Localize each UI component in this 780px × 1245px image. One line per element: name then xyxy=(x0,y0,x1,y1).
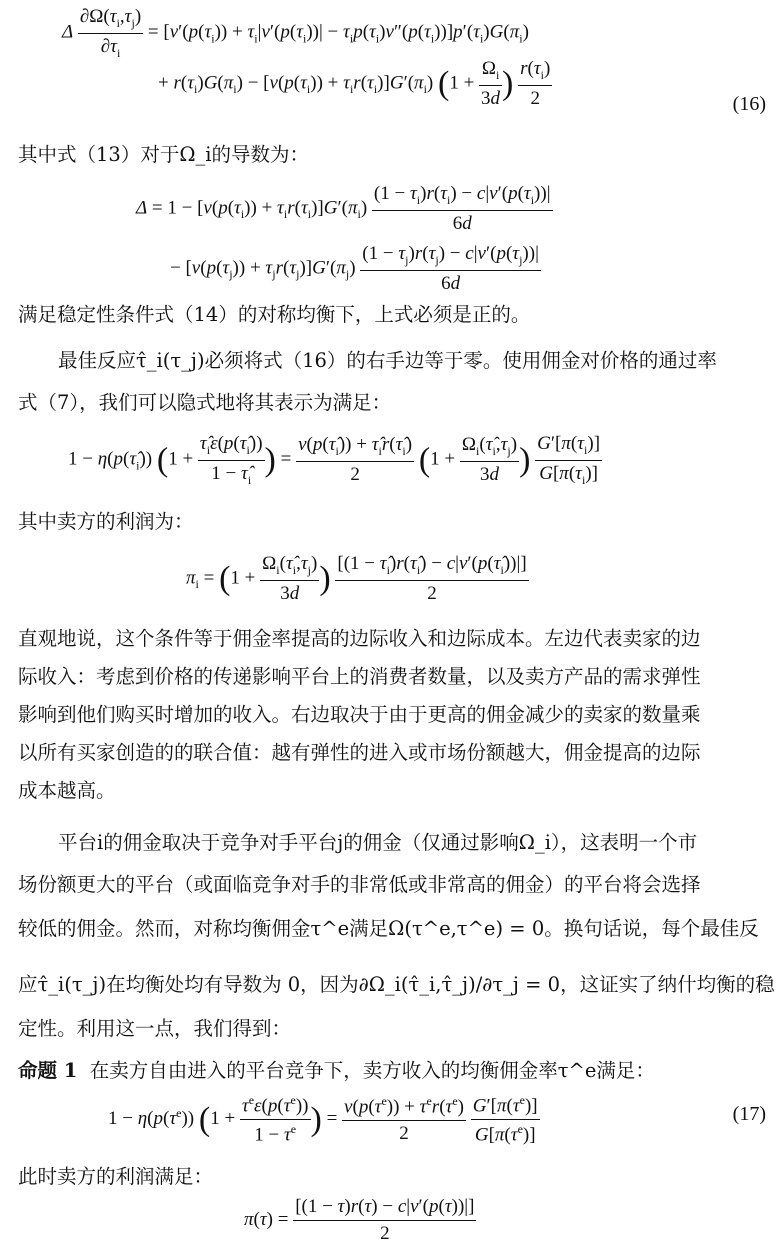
equation-best-response: $1 - \eta(p(\taû_i)) (1$ + $\frac{\taû_i\varepsilon(p(\taû_i))}{1 - \taû_i}$ ) = $\frac{v(p(\taû_i)) + \taû_ir(\taû_i)}{2}$ (1 + $\frac{\Omega_i(\taû_i,\tau_j)}{3d}$ ) $\frac{G'[\pi(\tau_i)]}{G[\pi(\tau_i)]}$ xyxy=(68,433,601,487)
equation-number-17: (17) xyxy=(732,1103,766,1125)
equation-final: π(τ) = $\frac{[(1 - \tau)r(\tau) - c|v'(p(\tau))|]}{2}$ xyxy=(244,1196,475,1244)
paragraph-seller-profit: 其中卖方的利润为： xyxy=(18,510,194,533)
equation-17: $1 - \eta(p(\tau^e)) (1$ + $\tau^e\varepsilon(p(\tau^e))$ $1 - \tau^e$ ) = $v(p(\tau^e)) + \tau^er(\tau^e)$ 2 $\frac{G'[\pi(\tau^e)]}{G[\pi(\tau^e)]}$ xyxy=(108,1093,538,1146)
equation-16-line-2: + $r(\tau_i)G(\pi_i) - [v(p(\tau_i)) + \tau_ir(\tau_i)]G'(\pi_i) (1$ + $\frac{\Omega_i}{3d}$ ) $\frac{r(\tau_i)}{2}$ xyxy=(158,58,551,109)
equation-seller-profit: $\pi_i = (1$ + $\frac{\Omega_i(\taû_i,\tau_j)}{3d}$ ) $\frac{[(1 - \taû_i)r(\taû_i) - c|v'(p(\taû_i))|]}{2}$ xyxy=(186,553,527,604)
equation-number-16: (16) xyxy=(732,93,766,115)
paragraph-best-response-1: 最佳反应τ̂_i(τ_j)必须将式（16）的右手边等于零。使用佣金对价格的通过率 xyxy=(58,349,717,372)
proposition-label: 命题 1 xyxy=(18,1059,78,1082)
paragraph-then: 此时卖方的利润满足： xyxy=(18,1165,214,1188)
paragraph-platform-4: 应τ̂_i(τ_j)在均衡处均有导数为 0，因为∂Ω_i(τ̂_i,τ̂_j)/∂τ_j = 0，这证实了纳什均衡的稳 xyxy=(18,973,775,996)
equation-16-line-1: Δ $\frac{\partial\Omega(\tau_i,\tau_j)}{\partial\tau_i}$ = $[v'(p(\tau_i)) + \tau_i|v'(p(\tau_i))| - \tau_ip(\tau_i)v''(p(\tau_i))]p'(\tau_i)G(\pi_i)$ xyxy=(62,6,529,60)
equation-delta-line-2: − $[v(p(\tau_j)) + \tau_jr(\tau_j)]G'(\pi_j)$ $\frac{(1 - \tau_j)r(\tau_j) - c|v'(p(\tau_j))|}{6d}$ xyxy=(170,243,539,294)
paragraph-platform-3: 较低的佣金。然而，对称均衡佣金τ^e满足Ω(τ^e,τ^e) = 0。换句话说，每个最佳反 xyxy=(18,917,759,940)
proposition-text: 在卖方自由进入的平台竞争下，卖方收入的均衡佣金率τ^e满足： xyxy=(89,1059,655,1082)
paragraph-positive: 满足稳定性条件式（14）的对称均衡下，上式必须是正的。 xyxy=(18,303,531,326)
paragraph-derivative: 其中式（13）对于Ω_i的导数为： xyxy=(18,143,309,166)
paragraph-intuition-1: 直观地说，这个条件等于佣金率提高的边际收入和边际成本。左边代表卖家的边 xyxy=(18,627,701,650)
paragraph-platform-5: 定性。利用这一点，我们得到： xyxy=(18,1017,292,1040)
paragraph-intuition-2: 际收入：考虑到价格的传递影响平台上的消费者数量，以及卖方产品的需求弹性 xyxy=(18,665,701,688)
paragraph-platform-2: 场份额更大的平台（或面临竞争对手的非常低或非常高的佣金）的平台将会选择 xyxy=(18,873,701,896)
paragraph-intuition-5: 成本越高。 xyxy=(18,779,116,802)
paragraph-best-response-2: 式（7），我们可以隐式地将其表示为满足： xyxy=(18,391,392,414)
paragraph-platform-1: 平台i的佣金取决于竞争对手平台j的佣金（仅通过影响Ω_i），这表明一个市 xyxy=(58,831,698,854)
equation-delta-line-1: $\Delta = 1 - [v(p(\tau_i)) + \tau_ir(\tau_i)]G'(\pi_i)$ $\frac{(1 - \tau_i)r(\tau_i) - c|v'(p(\tau_i))|}{6d}$ xyxy=(136,183,551,234)
paragraph-intuition-3: 影响到他们购买时增加的收入。右边取决于由于更高的佣金减少的卖家的数量乘 xyxy=(18,703,701,726)
paragraph-intuition-4: 以所有买家创造的的联合值：越有弹性的进入或市场份额越大，佣金提高的边际 xyxy=(18,741,701,764)
proposition-1 xyxy=(18,1052,768,1090)
